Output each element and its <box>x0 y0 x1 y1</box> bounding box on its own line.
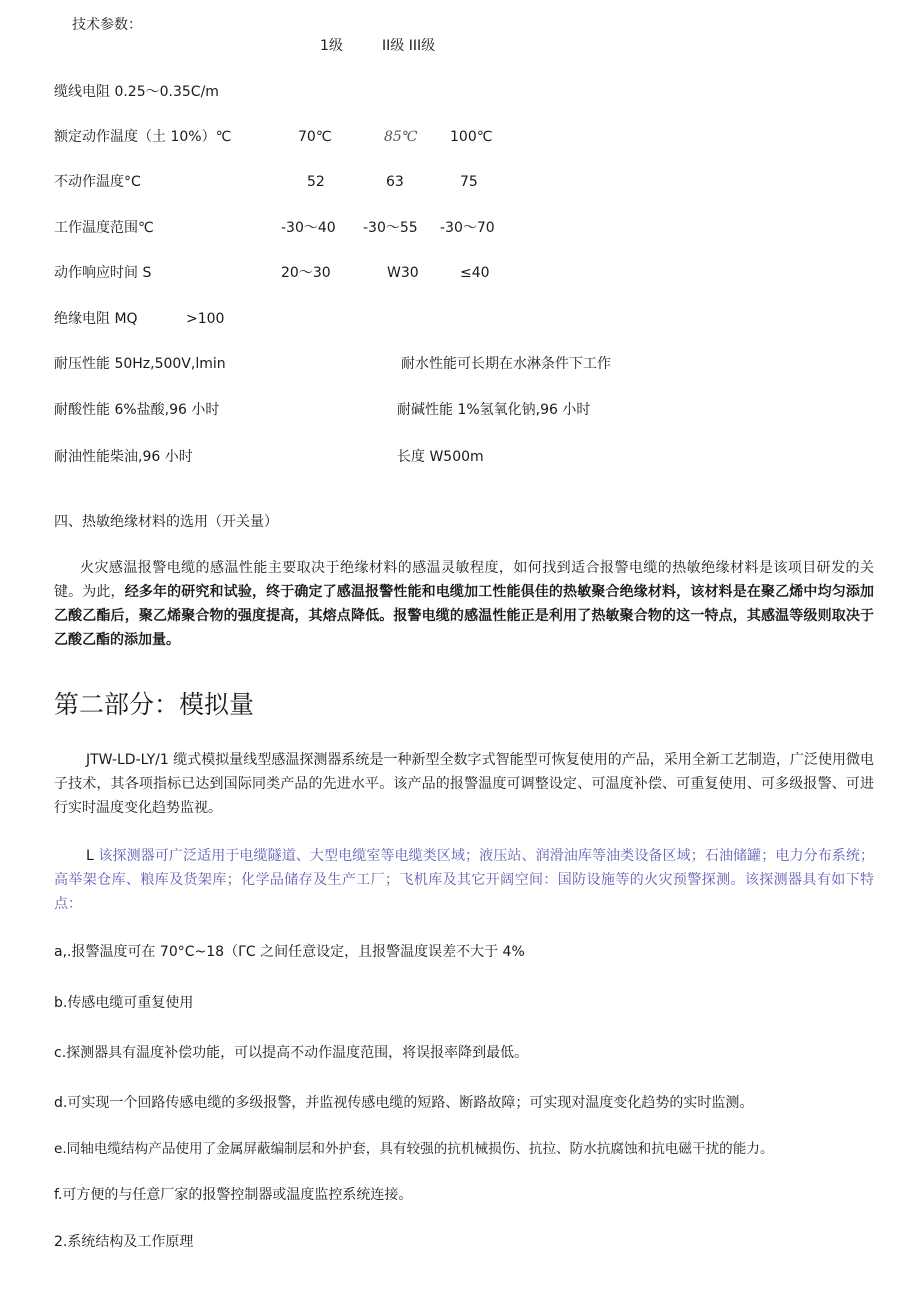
feature-e: e.同轴电缆结构产品使用了金属屏蔽编制层和外护套，具有较强的抗机械损伤、抗拉、防水抗腐蚀和抗电磁干扰的能力。 <box>54 1141 774 1157</box>
section4-title: 四、热敏绝缘材料的选用（开关量） <box>54 514 278 530</box>
tech-params-heading: 技术参数： <box>72 17 142 33</box>
param-label-resistance: 缆线电阻 0.25～0.35C/m <box>54 84 219 100</box>
param-label-working-range: 工作温度范围℃ <box>54 220 154 236</box>
feature-f: f.可方便的与任意厂家的报警控制器或温度监控系统连接。 <box>54 1187 413 1203</box>
param-label-response-time: 动作响应时间 S <box>54 265 152 281</box>
param-non-action-v3: 75 <box>460 174 478 190</box>
section4-paragraph-bold: 经多年的研究和试验，终于确定了感温报警性能和电缆加工性能俱佳的热敏聚合绝缘材料，该材料是在聚乙烯中均匀添加乙酸乙酯后，聚乙烯聚合物的强度提高，其熔点降低。报警电缆的感温性能正是利用了热敏聚合物的这一特点，其感温等级则取决于乙酸乙酯的添加量。 <box>54 584 874 648</box>
param-working-range-v3: -30～70 <box>440 220 495 236</box>
param-label-non-action-temp: 不动作温度°C <box>54 174 141 190</box>
param-label-insulation: 绝缘电阻 MQ <box>54 311 138 327</box>
param-response-v3: ≤40 <box>460 265 490 281</box>
param-label-rated-temp: 额定动作温度（土 10%）℃ <box>54 129 232 145</box>
param-voltage-resistance: 耐压性能 50Hz,500V,lmin <box>54 356 226 372</box>
param-response-v1: 20～30 <box>281 265 331 281</box>
param-non-action-v1: 52 <box>307 174 325 190</box>
part2-application <box>54 844 874 916</box>
part2-intro: JTW-LD-LY/1 缆式模拟量线型感温探测器系统是一种新型全数字式智能型可恢复使用的产品，采用全新工艺制造，广泛使用微电子技术，其各项指标已达到国际同类产品的先进水平。该产品的报警温度可调整设定、可温度补偿、可重复使用、可多级报警、可进行实时温度变化趋势监视。 <box>54 752 874 816</box>
param-length: 长度 W500m <box>397 449 484 465</box>
grade-2-3-label: II级 III级 <box>382 38 436 54</box>
param-non-action-v2: 63 <box>386 174 404 190</box>
section-system-structure: 2.系统结构及工作原理 <box>54 1234 194 1250</box>
feature-c: c.探测器具有温度补偿功能，可以提高不动作温度范围，将误报率降到最低。 <box>54 1045 529 1061</box>
section4-paragraph-normal: 火灾感温报警电缆的感温性能主要取决于绝缘材料的感温灵敏程度，如何找到适合报警电缆的热敏绝缘材料是该项目研发的关键。为此， <box>54 560 874 600</box>
part2-title: 第二部分：模拟量 <box>54 690 255 719</box>
param-alkali-resistance: 耐碱性能 1%氢氧化钠,96 小时 <box>397 402 591 418</box>
application-prefix: L <box>86 848 99 864</box>
feature-a: a,.报警温度可在 70°C~18（ΓC 之间任意设定，且报警温度误差不大于 4% <box>54 944 525 960</box>
param-rated-temp-v2: 85℃ <box>384 129 418 145</box>
param-response-v2: W30 <box>387 265 419 281</box>
section4-paragraph <box>54 556 874 652</box>
param-rated-temp-v1: 70℃ <box>298 129 332 145</box>
param-acid-resistance: 耐酸性能 6%盐酸,96 小时 <box>54 402 220 418</box>
param-working-range-v2: -30～55 <box>363 220 418 236</box>
param-rated-temp-v3: 100℃ <box>450 129 493 145</box>
application-text: 该探测器可广泛适用于电缆隧道、大型电缆室等电缆类区域；液压站、润滑油库等油类设备区域；石油储罐；电力分布系统；高举架仓库、粮库及货架库；化学品储存及生产工厂；飞机库及其它开阔空间：国防设施等的火灾预警探测。该探测器具有如下特点： <box>54 848 875 912</box>
param-working-range-v1: -30～40 <box>281 220 336 236</box>
param-water-resistance: 耐水性能可长期在水淋条件下工作 <box>401 356 611 372</box>
feature-d: d.可实现一个回路传感电缆的多级报警，并监视传感电缆的短路、断路故障；可实现对温度变化趋势的实时监测。 <box>54 1095 754 1111</box>
param-insulation-v1: >100 <box>186 311 225 327</box>
feature-b: b.传感电缆可重复使用 <box>54 995 194 1011</box>
param-oil-resistance: 耐油性能柴油,96 小时 <box>54 449 193 465</box>
grade-1-label: 1级 <box>320 38 343 54</box>
